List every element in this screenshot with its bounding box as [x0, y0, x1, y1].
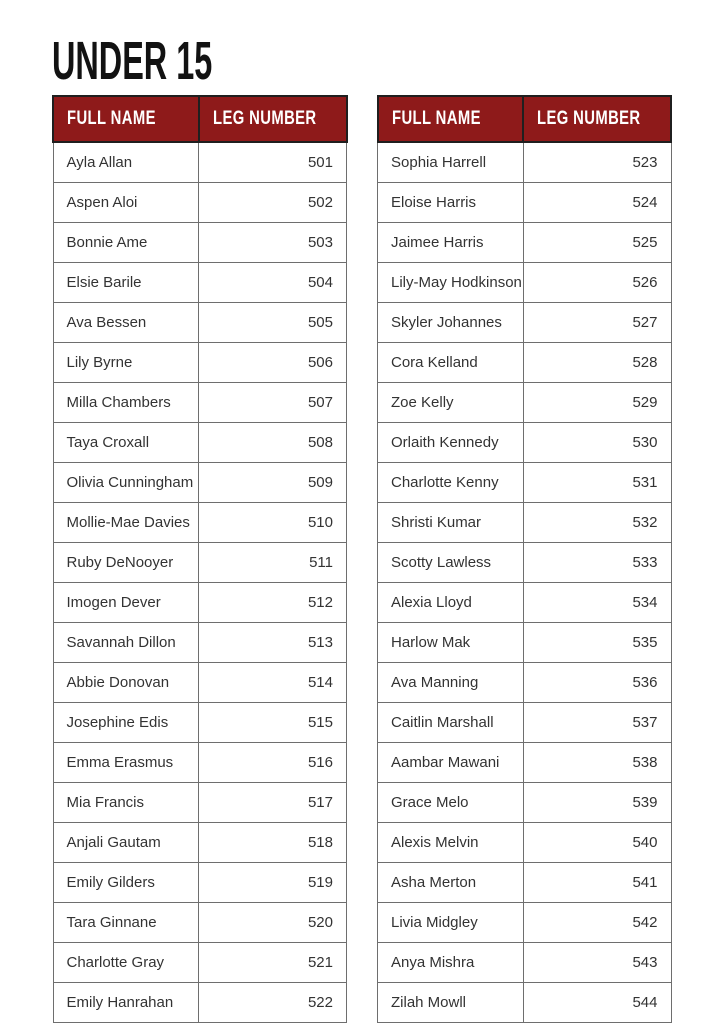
full-name-cell: Caitlin Marshall [378, 702, 524, 742]
table-row [378, 382, 672, 422]
leg-number-cell: 516 [199, 742, 347, 782]
leg-number-cell: 523 [523, 142, 671, 182]
leg-number-cell: 506 [199, 342, 347, 382]
table-row [53, 862, 347, 902]
table-row [53, 902, 347, 942]
leg-number-cell: 522 [199, 982, 347, 1022]
table-row [53, 502, 347, 542]
leg-number-cell: 540 [523, 822, 671, 862]
table-row [53, 942, 347, 982]
table-row [378, 622, 672, 662]
full-name-cell: Sophia Harrell [378, 142, 524, 182]
table-row [378, 142, 672, 182]
full-name-cell: Emma Erasmus [53, 742, 199, 782]
table-row [53, 182, 347, 222]
leg-number-cell: 531 [523, 462, 671, 502]
table-row [53, 342, 347, 382]
table-row [378, 822, 672, 862]
full-name-cell: Charlotte Kenny [378, 462, 524, 502]
leg-number-cell: 507 [199, 382, 347, 422]
full-name-cell: Mia Francis [53, 782, 199, 822]
roster-table-left [52, 95, 348, 1023]
full-name-cell: Bonnie Ame [53, 222, 199, 262]
full-name-cell: Tara Ginnane [53, 902, 199, 942]
leg-number-cell: 538 [523, 742, 671, 782]
full-name-cell: Orlaith Kennedy [378, 422, 524, 462]
table-row [53, 982, 347, 1022]
leg-number-cell: 503 [199, 222, 347, 262]
table-row [378, 902, 672, 942]
full-name-cell: Aspen Aloi [53, 182, 199, 222]
leg-number-cell: 509 [199, 462, 347, 502]
leg-number-cell: 529 [523, 382, 671, 422]
full-name-cell: Aambar Mawani [378, 742, 524, 782]
leg-number-cell: 542 [523, 902, 671, 942]
leg-number-cell: 536 [523, 662, 671, 702]
full-name-cell: Grace Melo [378, 782, 524, 822]
column-header-full-name: FULL NAME [53, 96, 199, 142]
leg-number-cell: 543 [523, 942, 671, 982]
leg-number-cell: 541 [523, 862, 671, 902]
leg-number-cell: 533 [523, 542, 671, 582]
roster-tables [52, 95, 672, 1023]
table-row [378, 942, 672, 982]
table-row [378, 582, 672, 622]
table-row [378, 542, 672, 582]
leg-number-cell: 544 [523, 982, 671, 1022]
leg-number-cell: 521 [199, 942, 347, 982]
table-row [378, 982, 672, 1022]
table-row [378, 302, 672, 342]
table-row [378, 862, 672, 902]
table-row [53, 302, 347, 342]
table-row [53, 662, 347, 702]
full-name-cell: Harlow Mak [378, 622, 524, 662]
table-row [378, 742, 672, 782]
table-row [378, 782, 672, 822]
table-row [53, 382, 347, 422]
full-name-cell: Shristi Kumar [378, 502, 524, 542]
table-row [378, 262, 672, 302]
full-name-cell: Livia Midgley [378, 902, 524, 942]
leg-number-cell: 530 [523, 422, 671, 462]
leg-number-cell: 515 [199, 702, 347, 742]
page-title: UNDER 15 [52, 31, 213, 91]
leg-number-cell: 528 [523, 342, 671, 382]
leg-number-cell: 517 [199, 782, 347, 822]
table-row [53, 462, 347, 502]
leg-number-cell: 501 [199, 142, 347, 182]
full-name-cell: Alexis Melvin [378, 822, 524, 862]
full-name-cell: Zoe Kelly [378, 382, 524, 422]
full-name-cell: Ava Manning [378, 662, 524, 702]
table-row [378, 702, 672, 742]
full-name-cell: Taya Croxall [53, 422, 199, 462]
leg-number-cell: 512 [199, 582, 347, 622]
leg-number-cell: 539 [523, 782, 671, 822]
full-name-cell: Milla Chambers [53, 382, 199, 422]
table-row [53, 742, 347, 782]
table-row [53, 582, 347, 622]
leg-number-cell: 502 [199, 182, 347, 222]
leg-number-cell: 510 [199, 502, 347, 542]
table-row [378, 182, 672, 222]
full-name-cell: Savannah Dillon [53, 622, 199, 662]
leg-number-cell: 525 [523, 222, 671, 262]
table-row [53, 222, 347, 262]
full-name-cell: Skyler Johannes [378, 302, 524, 342]
full-name-cell: Ayla Allan [53, 142, 199, 182]
table-header-row [53, 96, 347, 142]
leg-number-cell: 537 [523, 702, 671, 742]
full-name-cell: Jaimee Harris [378, 222, 524, 262]
full-name-cell: Imogen Dever [53, 582, 199, 622]
roster-table-right [377, 95, 673, 1023]
leg-number-cell: 511 [199, 542, 347, 582]
table-row [53, 542, 347, 582]
leg-number-cell: 519 [199, 862, 347, 902]
full-name-cell: Cora Kelland [378, 342, 524, 382]
leg-number-cell: 504 [199, 262, 347, 302]
full-name-cell: Emily Hanrahan [53, 982, 199, 1022]
full-name-cell: Anjali Gautam [53, 822, 199, 862]
full-name-cell: Ruby DeNooyer [53, 542, 199, 582]
full-name-cell: Charlotte Gray [53, 942, 199, 982]
table-row [53, 702, 347, 742]
full-name-cell: Mollie-Mae Davies [53, 502, 199, 542]
full-name-cell: Anya Mishra [378, 942, 524, 982]
leg-number-cell: 526 [523, 262, 671, 302]
full-name-cell: Olivia Cunningham [53, 462, 199, 502]
leg-number-cell: 527 [523, 302, 671, 342]
leg-number-cell: 532 [523, 502, 671, 542]
full-name-cell: Abbie Donovan [53, 662, 199, 702]
full-name-cell: Lily Byrne [53, 342, 199, 382]
table-row [378, 222, 672, 262]
full-name-cell: Zilah Mowll [378, 982, 524, 1022]
table-row [378, 502, 672, 542]
leg-number-cell: 514 [199, 662, 347, 702]
table-row [378, 662, 672, 702]
full-name-cell: Lily-May Hodkinson [378, 262, 524, 302]
table-row [53, 782, 347, 822]
full-name-cell: Eloise Harris [378, 182, 524, 222]
table-row [53, 142, 347, 182]
full-name-cell: Ava Bessen [53, 302, 199, 342]
table-row [53, 422, 347, 462]
leg-number-cell: 520 [199, 902, 347, 942]
table-row [378, 342, 672, 382]
full-name-cell: Elsie Barile [53, 262, 199, 302]
full-name-cell: Josephine Edis [53, 702, 199, 742]
leg-number-cell: 505 [199, 302, 347, 342]
table-row [378, 422, 672, 462]
leg-number-cell: 535 [523, 622, 671, 662]
leg-number-cell: 518 [199, 822, 347, 862]
full-name-cell: Asha Merton [378, 862, 524, 902]
leg-number-cell: 524 [523, 182, 671, 222]
leg-number-cell: 534 [523, 582, 671, 622]
column-header-leg-number: LEG NUMBER [523, 96, 671, 142]
table-row [378, 462, 672, 502]
table-row [53, 262, 347, 302]
full-name-cell: Scotty Lawless [378, 542, 524, 582]
leg-number-cell: 513 [199, 622, 347, 662]
full-name-cell: Alexia Lloyd [378, 582, 524, 622]
column-header-full-name: FULL NAME [378, 96, 524, 142]
column-header-leg-number: LEG NUMBER [199, 96, 347, 142]
table-row [53, 822, 347, 862]
table-row [53, 622, 347, 662]
table-header-row [378, 96, 672, 142]
full-name-cell: Emily Gilders [53, 862, 199, 902]
leg-number-cell: 508 [199, 422, 347, 462]
